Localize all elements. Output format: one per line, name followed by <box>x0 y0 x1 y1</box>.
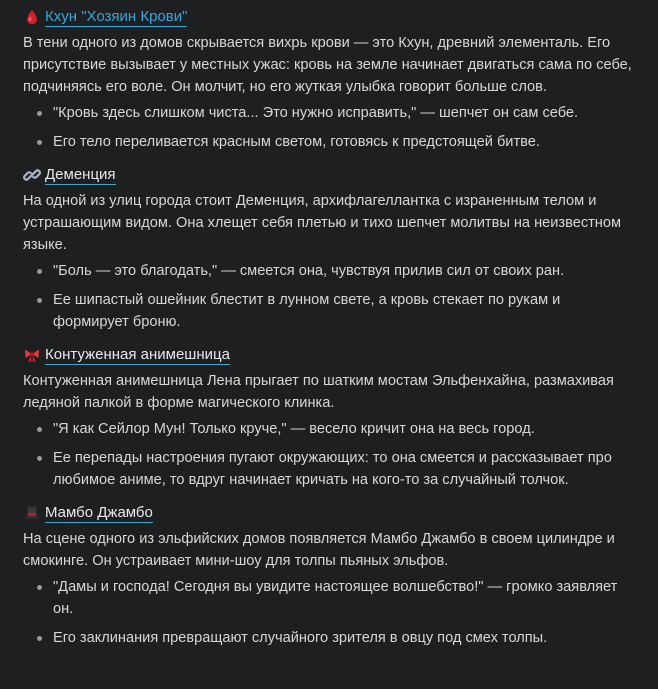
list-item: Его заклинания превращают случайного зрителя в овцу под смех толпы. <box>33 627 640 649</box>
list-item: "Дамы и господа! Сегодня вы увидите настоящее волшебство!" — громко заявляет он. <box>33 576 640 620</box>
ribbon-bow-icon <box>23 346 41 364</box>
section-heading <box>23 342 640 368</box>
top-hat-icon <box>23 504 41 522</box>
bullet-list <box>23 102 640 153</box>
section-heading <box>23 4 640 30</box>
list-item: Ее шипастый ошейник блестит в лунном свете, а кровь стекает по рукам и формирует броню. <box>33 289 640 333</box>
blood-drop-icon <box>23 8 41 26</box>
list-item: "Кровь здесь слишком чиста... Это нужно исправить," — шепчет он сам себе. <box>33 102 640 124</box>
bullet-list <box>23 576 640 649</box>
list-item: Ее перепады настроения пугают окружающих: то она смеется и рассказывает про любимое аниме, то вдруг начинает кричать на кого-то за случайный толчок. <box>33 447 640 491</box>
chain-link-icon <box>23 166 41 184</box>
list-item: "Боль — это благодать," — смеется она, чувствуя прилив сил от своих ран. <box>33 260 640 282</box>
section-title: Деменция <box>45 166 116 183</box>
section-anime-girl <box>23 342 640 491</box>
section-khun <box>23 4 640 153</box>
section-paragraph: Контуженная анимешница Лена прыгает по шатким мостам Эльфенхайна, размахивая ледяной палкой в форме магического клинка. <box>23 373 614 411</box>
bullet-list <box>23 260 640 333</box>
section-mambo-jumbo <box>23 500 640 649</box>
section-dementia <box>23 162 640 333</box>
section-title: Контуженная анимешница <box>45 346 230 363</box>
section-paragraph: В тени одного из домов скрывается вихрь крови — это Кхун, древний элементаль. Его присутствие вызывает у местных ужас: кровь на земле начинает двигаться сама по себе, подчиняясь его воле. Он молчит, но его жуткая улыбка говорит больше слов. <box>23 35 632 95</box>
section-heading <box>23 162 640 188</box>
list-item: "Я как Сейлор Мун! Только круче," — весело кричит она на весь город. <box>33 418 640 440</box>
section-title: Мамбо Джамбо <box>45 504 153 521</box>
section-paragraph: На одной из улиц города стоит Деменция, архифлагеллантка с израненным телом и устрашающим видом. Она хлещет себя плетью и тихо шепчет молитвы на неизвестном языке. <box>23 193 622 253</box>
section-paragraph: На сцене одного из эльфийских домов появляется Мамбо Джамбо в своем цилиндре и смокинге. Он устраивает мини-шоу для толпы пьяных эльфов. <box>23 531 615 569</box>
list-item: Его тело переливается красным светом, готовясь к предстоящей битве. <box>33 131 640 153</box>
section-title-link[interactable]: Кхун "Хозяин Крови" <box>45 8 188 25</box>
bullet-list <box>23 418 640 491</box>
section-heading <box>23 500 640 526</box>
